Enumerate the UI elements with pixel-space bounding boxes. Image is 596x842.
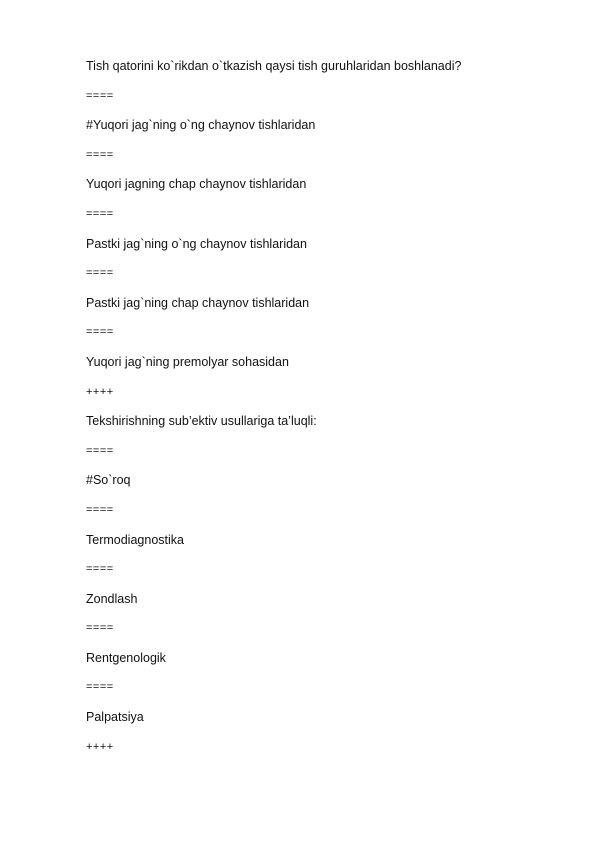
separator-line: ====: [86, 444, 114, 457]
answer-option: Pastki jag`ning o`ng chaynov tishlaridan: [86, 236, 307, 251]
separator-line: ====: [86, 207, 114, 220]
separator-line: ====: [86, 563, 114, 576]
separator-line: ====: [86, 622, 114, 635]
question-end-marker: ++++: [86, 740, 114, 753]
question-end-marker: ++++: [86, 385, 114, 398]
answer-option: Pastki jag`ning chap chaynov tishlaridan: [86, 295, 310, 310]
separator-line: ====: [86, 681, 114, 694]
answer-option: Termodiagnostika: [86, 532, 184, 547]
separator-line: ====: [86, 89, 114, 102]
separator-line: ====: [86, 503, 114, 516]
answer-option: Rentgenologik: [86, 650, 166, 665]
document-body: [86, 56, 566, 766]
separator-line: ====: [86, 267, 114, 280]
separator-line: ====: [86, 326, 114, 339]
question-text: Tekshirishning sub’ektiv usullariga ta’luqli:: [86, 414, 317, 429]
answer-option: Yuqori jag`ning premolyar sohasidan: [86, 354, 289, 369]
answer-option: Palpatsiya: [86, 710, 144, 725]
answer-option: Yuqori jagning chap chaynov tishlaridan: [86, 177, 307, 192]
answer-option: Zondlash: [86, 591, 138, 606]
answer-option: #Yuqori jag`ning o`ng chaynov tishlaridan: [86, 118, 316, 133]
question-text: Tish qatorini ko`rikdan o`tkazish qaysi tish guruhlaridan boshlanadi?: [86, 59, 462, 73]
separator-line: ====: [86, 148, 114, 161]
answer-option: #So`roq: [86, 473, 131, 488]
